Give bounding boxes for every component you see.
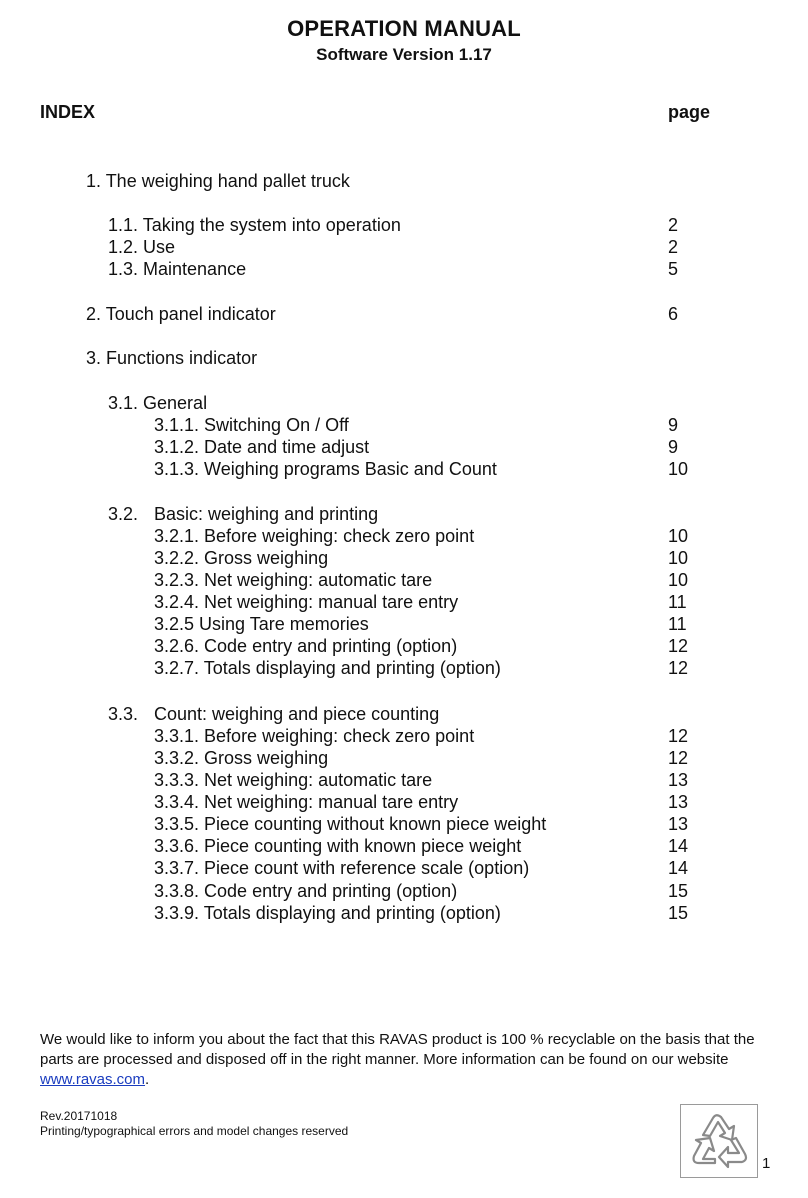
toc-entry-page: 9 [668, 415, 679, 435]
toc-entry[interactable] [0, 569, 808, 591]
index-heading: INDEX [40, 102, 96, 122]
toc-entry-number: 3.2. [108, 504, 139, 524]
toc-entry-page: 12 [668, 726, 689, 746]
toc-entry-title: 3.1.3. Weighing programs Basic and Count [154, 459, 497, 479]
toc-entry[interactable] [0, 791, 808, 813]
toc-entry-title: 3.1.1. Switching On / Off [154, 415, 349, 435]
toc-entry-title: 3.3.7. Piece count with reference scale (option) [154, 858, 530, 878]
page-number: 1 [762, 1155, 771, 1172]
toc-entry[interactable] [0, 703, 808, 725]
page-column-heading: page [668, 102, 711, 122]
toc-entry-title: 1.3. Maintenance [108, 259, 247, 279]
toc-entry-page: 9 [668, 437, 679, 457]
toc-entry-page: 13 [668, 814, 689, 834]
toc-entry-page: 5 [668, 259, 679, 279]
toc-entry-page: 10 [668, 459, 689, 479]
toc-entry-page: 2 [668, 215, 679, 235]
toc-entry-title: 3.3.8. Code entry and printing (option) [154, 881, 458, 901]
toc-entry-title: 1.2. Use [108, 237, 176, 257]
toc-entry-title: 3.2.4. Net weighing: manual tare entry [154, 592, 459, 612]
toc-entry-page: 2 [668, 237, 679, 257]
toc-entry-page: 15 [668, 881, 689, 901]
toc-entry-title: 3.1. General [108, 393, 208, 413]
toc-entry-page: 13 [668, 792, 689, 812]
toc-entry-page: 14 [668, 836, 689, 856]
toc-entry-title: 3.2.7. Totals displaying and printing (option) [154, 658, 501, 678]
toc-entry-page: 10 [668, 570, 689, 590]
recycle-icon [680, 1104, 758, 1178]
toc-entry[interactable] [0, 857, 808, 879]
website-link[interactable]: www.ravas.com [40, 1071, 146, 1088]
toc-entry-title: Count: weighing and piece counting [154, 704, 440, 724]
toc-entry[interactable] [0, 657, 808, 679]
toc-entry-title: 3.3.9. Totals displaying and printing (option) [154, 903, 501, 923]
toc-entry-page: 10 [668, 526, 689, 546]
toc-entry[interactable] [0, 880, 808, 902]
toc-entry[interactable] [0, 547, 808, 569]
toc-entry-title: 3.3.4. Net weighing: manual tare entry [154, 792, 459, 812]
toc-entry-page: 12 [668, 636, 689, 656]
toc-entry-title: 1.1. Taking the system into operation [108, 215, 401, 235]
toc-entry[interactable] [0, 436, 808, 458]
toc-entry-title: 3.3.6. Piece counting with known piece weight [154, 836, 522, 856]
recycling-notice [40, 1030, 770, 1090]
toc-entry[interactable] [0, 747, 808, 769]
toc-entry[interactable] [0, 902, 808, 924]
toc-entry-page: 14 [668, 858, 689, 878]
toc-entry-page: 6 [668, 304, 679, 324]
toc-entry-title: 3.1.2. Date and time adjust [154, 437, 370, 457]
toc-entry[interactable] [0, 458, 808, 480]
toc-entry[interactable] [0, 236, 808, 258]
toc-entry[interactable] [0, 591, 808, 613]
disclaimer: Printing/typographical errors and model changes reserved [40, 1124, 349, 1138]
document-title: OPERATION MANUAL [287, 16, 521, 41]
toc-entry[interactable] [0, 170, 808, 192]
toc-entry[interactable] [0, 725, 808, 747]
toc-entry[interactable] [0, 347, 808, 369]
toc-entry[interactable] [0, 303, 808, 325]
toc-entry[interactable] [0, 258, 808, 280]
toc-entry[interactable] [0, 525, 808, 547]
toc-entry[interactable] [0, 214, 808, 236]
toc-entry-title: 1. The weighing hand pallet truck [86, 171, 350, 191]
toc-entry-title: 3.2.1. Before weighing: check zero point [154, 526, 475, 546]
toc-entry[interactable] [0, 813, 808, 835]
toc-entry[interactable] [0, 635, 808, 657]
toc-entry-title: 3.3.1. Before weighing: check zero point [154, 726, 475, 746]
toc-entry-number: 3.3. [108, 704, 139, 724]
recycling-notice-end: . [145, 1071, 150, 1088]
toc-entry-title: 3.3.5. Piece counting without known piece weight [154, 814, 547, 834]
toc-entry-page: 15 [668, 903, 689, 923]
software-version: Software Version 1.17 [316, 45, 492, 64]
revision-code: Rev.20171018 [40, 1109, 118, 1123]
toc-entry[interactable] [0, 769, 808, 791]
recycling-notice-text: We would like to inform you about the fact that this RAVAS product is 100 % recyclable on the basis that the parts are processed and disposed off in the right manner. More information can be found on our website [40, 1031, 755, 1068]
toc-entry-title: 3.2.3. Net weighing: automatic tare [154, 570, 433, 590]
toc-entry[interactable] [0, 503, 808, 525]
toc-entry-title: 3.2.6. Code entry and printing (option) [154, 636, 458, 656]
toc-entry-page: 11 [668, 614, 687, 634]
toc-entry-page: 12 [668, 748, 689, 768]
toc-entry-title: 3.3.2. Gross weighing [154, 748, 329, 768]
toc-entry[interactable] [0, 613, 808, 635]
toc-entry-page: 13 [668, 770, 689, 790]
toc-entry-title: 3.2.2. Gross weighing [154, 548, 329, 568]
toc-entry[interactable] [0, 835, 808, 857]
toc-entry-title: 3.3.3. Net weighing: automatic tare [154, 770, 433, 790]
toc-entry-page: 12 [668, 658, 689, 678]
toc-entry[interactable] [0, 392, 808, 414]
toc-entry-title: Basic: weighing and printing [154, 504, 379, 524]
toc-entry-title: 3.2.5 Using Tare memories [154, 614, 369, 634]
toc-entry-title: 3. Functions indicator [86, 348, 258, 368]
toc-entry-page: 10 [668, 548, 689, 568]
revision-block [40, 1109, 348, 1139]
toc-entry-title: 2. Touch panel indicator [86, 304, 276, 324]
toc-entry-page: 11 [668, 592, 687, 612]
toc-entry[interactable] [0, 414, 808, 436]
